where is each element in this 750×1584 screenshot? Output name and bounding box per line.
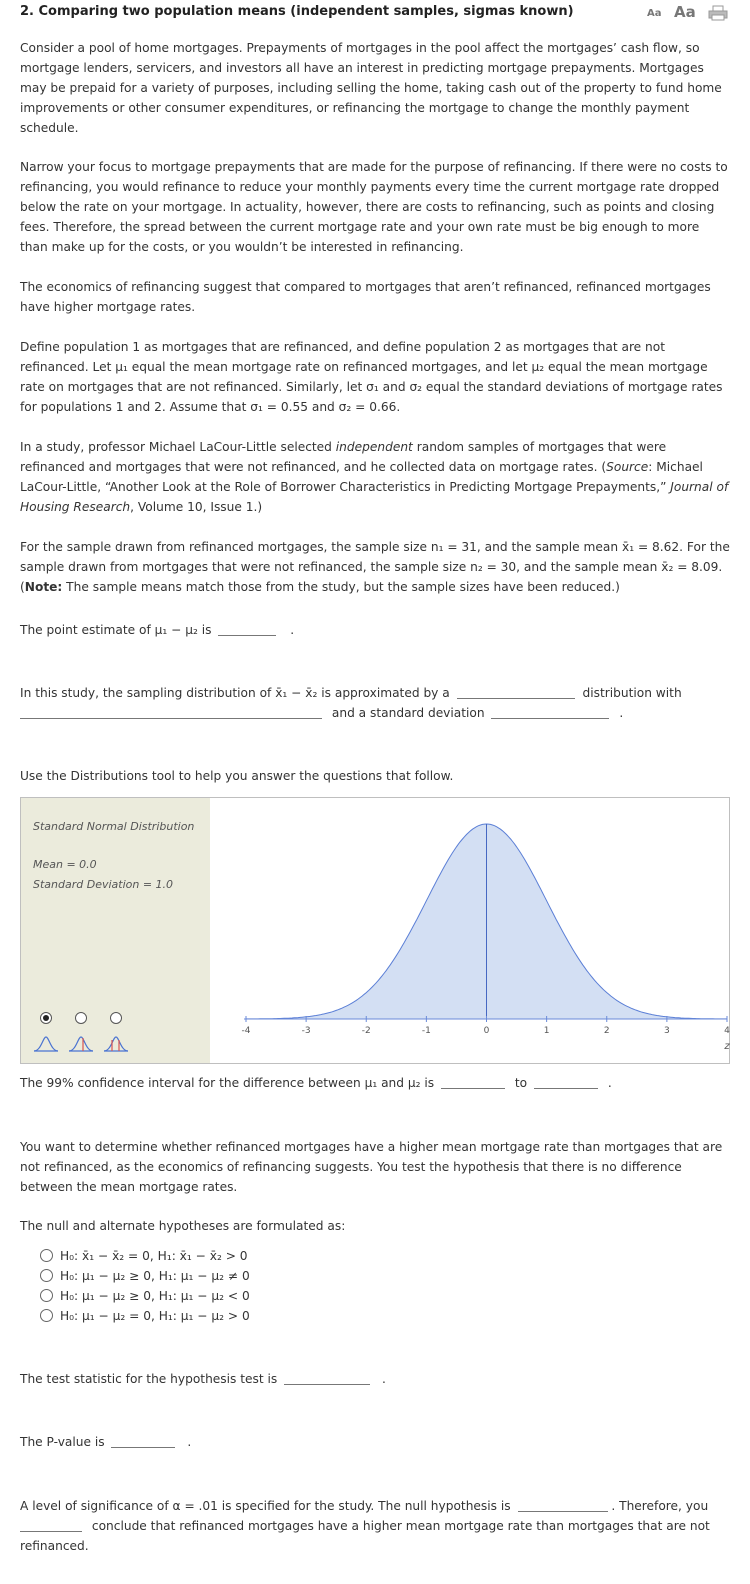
z-tick-label: 3 (664, 1026, 670, 1036)
point-estimate-input[interactable] (218, 623, 276, 636)
tool-mode-radio-2[interactable] (75, 1012, 87, 1024)
hypotheses-intro: The null and alternate hypotheses are formulated as: (20, 1219, 346, 1233)
point-estimate-question: The point estimate of μ₁ − μ₂ is . (20, 623, 295, 637)
tool-mode-radio-1[interactable] (40, 1012, 52, 1024)
distribution-name: Standard Normal Distribution (33, 820, 195, 833)
ci-lower-input[interactable] (441, 1076, 505, 1089)
hypothesis-option-4[interactable]: H₀: μ₁ − μ₂ = 0, H₁: μ₁ − μ₂ > 0 (40, 1306, 250, 1326)
use-tool-instruction: Use the Distributions tool to help you answer the questions that follow. (20, 769, 454, 783)
distribution-type-dropdown[interactable] (457, 686, 575, 699)
tool-mode-radio-3[interactable] (110, 1012, 122, 1024)
font-size-decrease-button[interactable]: Aa (647, 8, 662, 19)
economics-paragraph: The economics of refinancing suggest that compared to mortgages that aren’t refinanced, refinanced mortgages have higher mortgage rates. (20, 280, 711, 314)
curve-single-line-icon (69, 1037, 93, 1051)
z-tick-label: -1 (421, 1026, 431, 1036)
hypothesis-option-2[interactable]: H₀: μ₁ − μ₂ ≥ 0, H₁: μ₁ − μ₂ ≠ 0 (40, 1266, 250, 1286)
tool-mode-icons (33, 1034, 133, 1054)
definitions-paragraph: Define population 1 as mortgages that are refinanced, and define population 2 as mortgages that are not refinanced. Let μ₁ equal the mean mortgage rate on refinanced mortgages, and let μ₂ equal the mean mortgage rate on mortgages that are not refinanced. Similarly, let σ₁ and σ₂ equal the standard deviations of mortgage rates for populations 1 and 2. Assume that σ₁ = 0.55 and σ₂ = 0.66. (20, 340, 723, 414)
z-tick-label: -3 (301, 1026, 311, 1036)
samples-paragraph: For the sample drawn from refinanced mortgages, the sample size n₁ = 31, and the sample mean x̄₁ = 8.62. For the sample drawn from mortgages that were not refinanced, the sample size n₂ = 30, and the sample mean x̄₂ = 8.09. (Note: The sample means match those from the study, but the sample sizes have been reduced.) (20, 540, 730, 594)
z-tick-label: 4 (724, 1026, 730, 1036)
sampling-dist-question: In this study, the sampling distribution of x̄₁ − x̄₂ is approximated by a distribution with (20, 686, 682, 700)
null-hypothesis-decision-dropdown[interactable] (518, 1499, 608, 1512)
radio-button[interactable] (40, 1249, 53, 1262)
distribution-plot[interactable] (210, 798, 729, 1063)
question-header (20, 4, 730, 22)
confidence-interval-question: The 99% confidence interval for the difference between μ₁ and μ₂ is to . (20, 1076, 612, 1090)
hypothesis-paragraph: You want to determine whether refinanced mortgages have a higher mean mortgage rate than mortgages that are not refinanced, as the economics of refinancing suggests. You test the hypothesis that there is no difference between the mean mortgage rates. (20, 1140, 723, 1194)
z-tick-label: -4 (241, 1026, 251, 1036)
distribution-mean: Mean = 0.0 (33, 858, 97, 871)
hypothesis-option-3[interactable]: H₀: μ₁ − μ₂ ≥ 0, H₁: μ₁ − μ₂ < 0 (40, 1286, 250, 1306)
ci-upper-input[interactable] (534, 1076, 598, 1089)
font-size-increase-button[interactable]: Aa (674, 3, 696, 21)
significance-question: A level of significance of α = .01 is specified for the study. The null hypothesis is . Therefore, you (20, 1499, 709, 1513)
study-paragraph: In a study, professor Michael LaCour-Little selected independent random samples of mortgages that were refinanced and mortgages that were not refinanced, and he collected data on mortgage rates. (Source: Michael LaCour-Little, “Another Look at the Role of Borrower Characteristics in Predicting Mortgage Prepayments,” Journal of Housing Research, Volume 10, Issue 1.) (20, 440, 729, 514)
distribution-sd: Standard Deviation = 1.0 (33, 878, 174, 891)
hypothesis-option-1[interactable]: H₀: x̄₁ − x̄₂ = 0, H₁: x̄₁ − x̄₂ > 0 (40, 1246, 248, 1266)
significance-question-line3: refinanced. (20, 1539, 89, 1553)
print-icon[interactable] (708, 5, 728, 21)
z-tick-label: 1 (543, 1026, 550, 1036)
radio-button[interactable] (40, 1269, 53, 1282)
standard-deviation-input[interactable] (491, 706, 609, 719)
distributions-tool[interactable] (20, 797, 730, 1064)
curve-icon (34, 1037, 58, 1051)
radio-button[interactable] (40, 1309, 53, 1322)
curve-two-lines-icon (104, 1037, 128, 1051)
conclusion-dropdown[interactable] (20, 1519, 82, 1532)
p-value-question: The P-value is . (20, 1435, 192, 1449)
intro-paragraph: Consider a pool of home mortgages. Prepayments of mortgages in the pool affect the mortgages’ cash flow, so mortgage lenders, servicers, and investors all have an interest in predicting mortgage prepayments. Mortgages may be prepaid for a variety of purposes, including selling the home, taking cash out of the property to fund home improvements or other consumer expenditures, or refinancing the mortgage to change the monthly payment schedule. (20, 41, 722, 135)
z-tick-label: 0 (483, 1026, 490, 1036)
z-tick-label: 2 (603, 1026, 610, 1036)
significance-question-line2: conclude that refinanced mortgages have a higher mean mortgage rate than mortgages that are not (20, 1516, 710, 1536)
p-value-input[interactable] (111, 1435, 175, 1448)
test-statistic-question: The test statistic for the hypothesis test is . (20, 1372, 386, 1386)
radio-button[interactable] (40, 1289, 53, 1302)
z-axis-label: z (724, 1041, 730, 1052)
z-tick-label: -2 (361, 1026, 371, 1036)
refinancing-paragraph: Narrow your focus to mortgage prepayments that are made for the purpose of refinancing. If there were no costs to refinancing, you would refinance to reduce your monthly payments every time the current mortgage rate dropped below the rate on your mortgage. In actuality, however, there are costs to refinancing, such as points and closing fees. Therefore, the spread between the current mortgage rate and your own rate must be big enough to more than make up for the costs, or you wouldn’t be interested in refinancing. (20, 160, 728, 254)
question-title: 2. Comparing two population means (independent samples, sigmas known) (20, 4, 574, 19)
tool-side-panel (21, 798, 210, 1063)
test-statistic-input[interactable] (284, 1372, 370, 1385)
sampling-dist-question-line2: and a standard deviation . (20, 703, 623, 723)
distribution-mean-dropdown[interactable] (20, 706, 322, 719)
